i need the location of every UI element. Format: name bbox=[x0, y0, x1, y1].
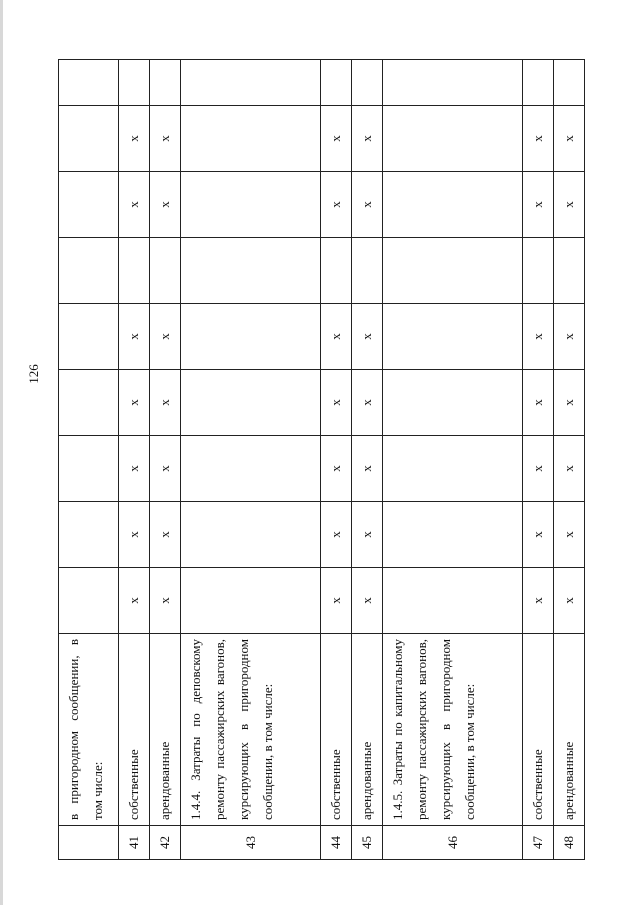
row-description: 1.4.5. Затраты по капитальному ремонту пассажирских вагонов, курсирующих в пригородном сообщении, в том числе: bbox=[383, 634, 523, 826]
table-cell: x bbox=[352, 502, 383, 568]
table-cell bbox=[181, 502, 321, 568]
table-cell bbox=[59, 436, 119, 502]
table-cell: x bbox=[119, 436, 150, 502]
row-description: 1.4.4. Затраты по деповскому ремонту пассажирских вагонов, курсирующих в пригородном сообщении, в том числе: bbox=[181, 634, 321, 826]
row-number bbox=[59, 826, 119, 860]
table-cell bbox=[383, 106, 523, 172]
table-cell bbox=[59, 502, 119, 568]
row-number: 42 bbox=[150, 826, 181, 860]
rotated-table-wrapper bbox=[58, 60, 576, 860]
table-cell: x bbox=[523, 370, 554, 436]
table-cell: x bbox=[119, 106, 150, 172]
table-cell bbox=[321, 238, 352, 304]
row-description: арендованные bbox=[554, 634, 585, 826]
table-cell bbox=[383, 502, 523, 568]
table-cell bbox=[150, 238, 181, 304]
table-cell bbox=[321, 60, 352, 106]
table-cell: x bbox=[321, 568, 352, 634]
table-cell bbox=[181, 304, 321, 370]
row-number: 41 bbox=[119, 826, 150, 860]
row-number: 46 bbox=[383, 826, 523, 860]
table-cell: x bbox=[554, 172, 585, 238]
table-cell: x bbox=[150, 172, 181, 238]
table-cell: x bbox=[321, 370, 352, 436]
table-cell bbox=[150, 60, 181, 106]
table-row bbox=[352, 60, 383, 860]
table-cell: x bbox=[352, 436, 383, 502]
table-cell bbox=[554, 60, 585, 106]
table-cell: x bbox=[554, 568, 585, 634]
table-cell: x bbox=[523, 568, 554, 634]
page-edge bbox=[0, 0, 3, 905]
table-cell: x bbox=[523, 502, 554, 568]
table-cell bbox=[59, 172, 119, 238]
row-description: собственные bbox=[321, 634, 352, 826]
table-cell bbox=[59, 60, 119, 106]
table-cell: x bbox=[321, 106, 352, 172]
table-row bbox=[119, 60, 150, 860]
table-cell: x bbox=[554, 502, 585, 568]
table-cell: x bbox=[321, 304, 352, 370]
table-cell bbox=[383, 304, 523, 370]
table-cell bbox=[181, 436, 321, 502]
table-row bbox=[554, 60, 585, 860]
table-cell: x bbox=[352, 106, 383, 172]
row-description: собственные bbox=[119, 634, 150, 826]
table-cell: x bbox=[119, 370, 150, 436]
table-cell bbox=[181, 60, 321, 106]
table-cell: x bbox=[352, 370, 383, 436]
table-cell bbox=[383, 370, 523, 436]
row-description: в пригородном сообщении, в том числе: bbox=[59, 634, 119, 826]
table-cell: x bbox=[321, 436, 352, 502]
table-cell bbox=[523, 238, 554, 304]
table-cell: x bbox=[119, 502, 150, 568]
table-row bbox=[523, 60, 554, 860]
table-row bbox=[59, 60, 119, 860]
table-cell bbox=[554, 238, 585, 304]
table-cell: x bbox=[554, 370, 585, 436]
table-cell bbox=[181, 370, 321, 436]
table-cell bbox=[181, 172, 321, 238]
table-cell: x bbox=[150, 304, 181, 370]
table-cell bbox=[181, 106, 321, 172]
row-number: 47 bbox=[523, 826, 554, 860]
table-row bbox=[321, 60, 352, 860]
table-cell: x bbox=[119, 172, 150, 238]
table-cell bbox=[523, 60, 554, 106]
table-cell: x bbox=[523, 172, 554, 238]
table-cell: x bbox=[150, 106, 181, 172]
table-cell: x bbox=[150, 370, 181, 436]
table-cell: x bbox=[554, 106, 585, 172]
table-cell bbox=[59, 238, 119, 304]
table-cell: x bbox=[119, 304, 150, 370]
row-number: 45 bbox=[352, 826, 383, 860]
row-number: 44 bbox=[321, 826, 352, 860]
table-cell bbox=[59, 568, 119, 634]
table-cell bbox=[181, 568, 321, 634]
table-cell: x bbox=[523, 436, 554, 502]
table-cell bbox=[383, 238, 523, 304]
table-cell bbox=[383, 436, 523, 502]
table-cell bbox=[59, 106, 119, 172]
table-cell: x bbox=[523, 106, 554, 172]
row-number: 43 bbox=[181, 826, 321, 860]
table-cell: x bbox=[352, 304, 383, 370]
table-cell: x bbox=[150, 568, 181, 634]
table-row bbox=[181, 60, 321, 860]
table-cell: x bbox=[352, 172, 383, 238]
row-description: арендованные bbox=[150, 634, 181, 826]
table-cell: x bbox=[321, 172, 352, 238]
table-cell bbox=[181, 238, 321, 304]
row-description: собственные bbox=[523, 634, 554, 826]
table-cell bbox=[119, 60, 150, 106]
page-number: 126 bbox=[26, 364, 41, 384]
table-cell: x bbox=[150, 436, 181, 502]
table-cell bbox=[383, 60, 523, 106]
table-cell bbox=[352, 238, 383, 304]
table-cell: x bbox=[523, 304, 554, 370]
table-cell: x bbox=[321, 502, 352, 568]
table-cell bbox=[119, 238, 150, 304]
table-cell bbox=[59, 370, 119, 436]
table-cell bbox=[59, 304, 119, 370]
table-cell: x bbox=[150, 502, 181, 568]
table-cell: x bbox=[554, 304, 585, 370]
cost-table bbox=[58, 59, 585, 860]
table-cell bbox=[383, 568, 523, 634]
table-row bbox=[150, 60, 181, 860]
table-cell: x bbox=[352, 568, 383, 634]
row-number: 48 bbox=[554, 826, 585, 860]
table-cell bbox=[352, 60, 383, 106]
row-description: арендованные bbox=[352, 634, 383, 826]
table-cell: x bbox=[119, 568, 150, 634]
table-cell: x bbox=[554, 436, 585, 502]
table-cell bbox=[383, 172, 523, 238]
table-row bbox=[383, 60, 523, 860]
